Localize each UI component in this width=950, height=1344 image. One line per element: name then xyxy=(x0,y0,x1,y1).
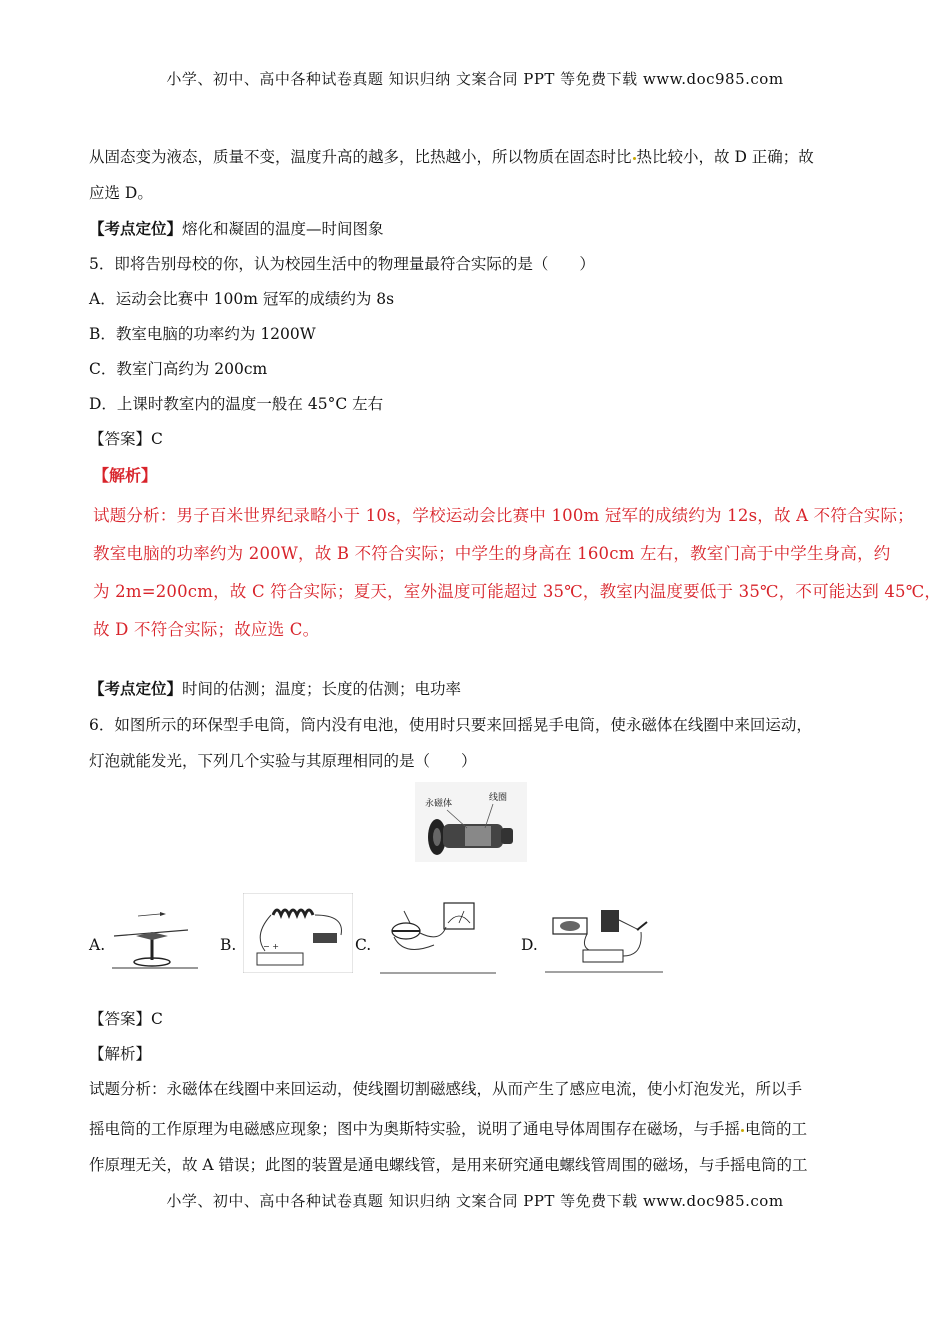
q5-option-b: B．教室电脑的功率约为 1200W xyxy=(89,325,316,343)
figure-label-coil: 线圈 xyxy=(489,793,508,803)
prev-analysis-line-2: 应选 D。 xyxy=(89,184,153,202)
q5-option-c: C．教室门高约为 200cm xyxy=(89,360,268,378)
svg-text:− +: − + xyxy=(263,942,279,951)
q6-stem-line-1: 6．如图所示的环保型手电筒，筒内没有电池，使用时只要来回摇晃手电筒，使永磁体在线圈中来回运动， xyxy=(89,716,812,734)
figure-label-magnet: 永磁体 xyxy=(425,799,453,809)
q6-option-c-figure xyxy=(378,893,498,975)
q5-option-d: D．上课时教室内的温度一般在 45°C 左右 xyxy=(89,395,384,413)
q6-analysis-line-2: 摇电筒的工作原理为电磁感应现象；图中为奥斯特实验，说明了通电导体周围存在磁场，与手摇 电筒的工 xyxy=(89,1120,808,1138)
q5-analysis-line-2: 教室电脑的功率约为 200W，故 B 不符合实际；中学生的身高在 160cm 左右，教室门高于中学生身高，约 xyxy=(93,544,891,563)
q6-option-a-figure xyxy=(108,902,200,972)
q6-analysis-line-1: 试题分析：永磁体在线圈中来回运动，使线圈切割磁感线，从而产生了感应电流，使小灯泡发光，所以手 xyxy=(89,1080,803,1098)
q5-answer: 【答案】C xyxy=(89,430,163,448)
q5-option-a: A．运动会比赛中 100m 冠军的成绩约为 8s xyxy=(89,290,395,308)
q6-option-d-label: D. xyxy=(521,936,538,954)
q6-answer: 【答案】C xyxy=(89,1010,163,1028)
page-header: 小学、初中、高中各种试卷真题 知识归纳 文案合同 PPT 等免费下载 www.doc985.com xyxy=(166,70,784,88)
flashlight-figure xyxy=(415,782,527,862)
q5-kaodian: 【考点定位】时间的估测；温度；长度的估测；电功率 xyxy=(89,679,462,698)
prev-kaodian: 【考点定位】熔化和凝固的温度—时间图象 xyxy=(89,219,384,238)
q5-analysis-line-4: 故 D 不符合实际；故应选 C。 xyxy=(93,620,320,639)
q5-analysis-title: 【解析】 xyxy=(93,466,158,485)
q6-stem-line-2: 灯泡就能发光，下列几个实验与其原理相同的是（ ） xyxy=(89,752,477,770)
q5-analysis-line-3: 为 2m=200cm，故 C 符合实际；夏天，室外温度可能超过 35℃，教室内温度要低于 35℃，不可能达到 45℃， xyxy=(93,582,942,601)
q6-analysis-line-3: 作原理无关，故 A 错误；此图的装置是通电螺线管，是用来研究通电螺线管周围的磁场，与手摇电筒的工 xyxy=(89,1156,808,1174)
dot-mark xyxy=(741,1129,744,1132)
dot-mark xyxy=(633,157,636,160)
page-footer: 小学、初中、高中各种试卷真题 知识归纳 文案合同 PPT 等免费下载 www.doc985.com xyxy=(166,1192,784,1210)
q6-option-c-label: C. xyxy=(355,936,372,954)
q6-option-d-figure xyxy=(543,900,665,974)
prev-analysis-line-1: 从固态变为液态，质量不变，温度升高的越多，比热越小，所以物质在固态时比 热比较小，故 D 正确；故 xyxy=(89,148,814,166)
q5-analysis-line-1: 试题分析：男子百米世界纪录略小于 10s，学校运动会比赛中 100m 冠军的成绩约为 12s，故 A 不符合实际； xyxy=(93,506,914,525)
q6-option-b-figure xyxy=(243,893,353,973)
q6-analysis-title: 【解析】 xyxy=(89,1045,152,1063)
q6-option-a-label: A. xyxy=(89,936,106,954)
q5-stem: 5．即将告别母校的你，认为校园生活中的物理量最符合实际的是（ ） xyxy=(89,255,595,273)
q6-option-b-label: B. xyxy=(220,936,237,954)
